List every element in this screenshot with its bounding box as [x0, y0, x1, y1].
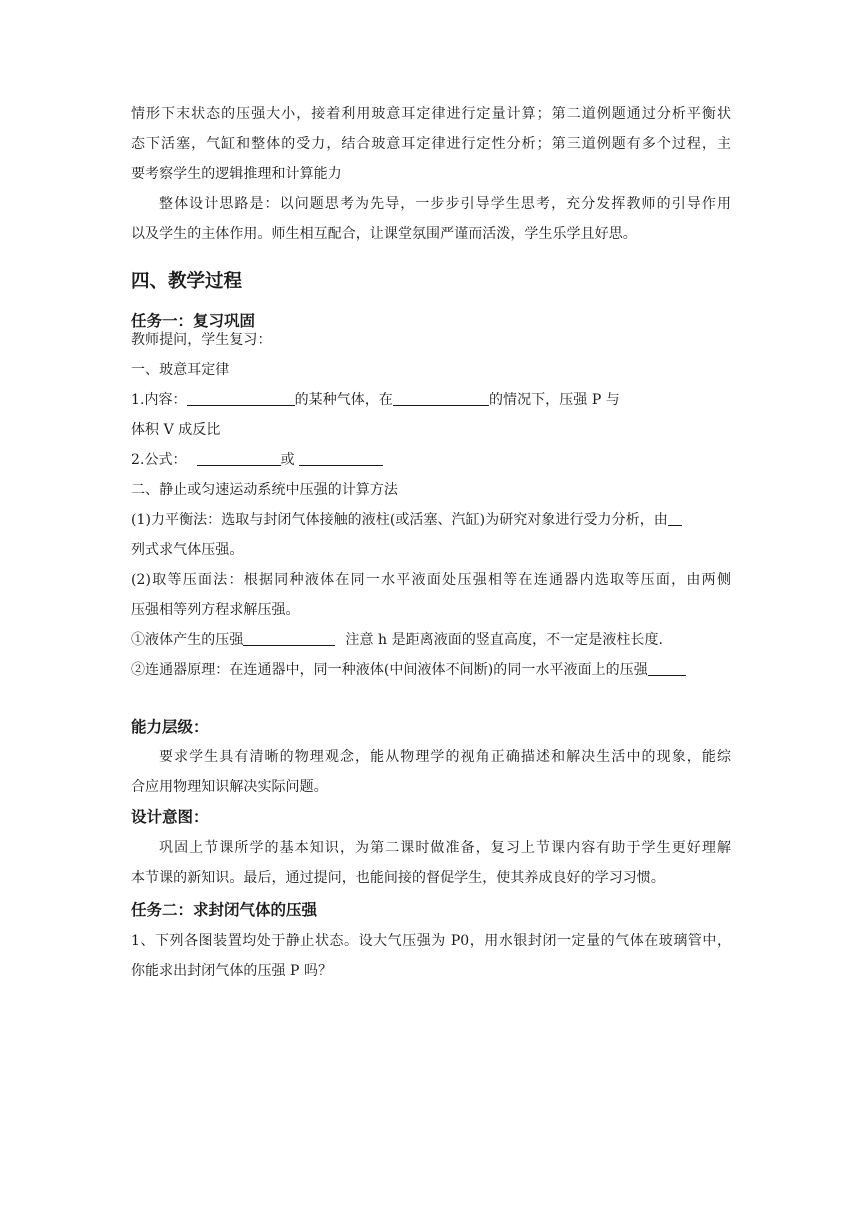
ability-line-1: 要求学生具有清晰的物理观念，能从物理学的视角正确描述和解决生活中的现象，能综 — [159, 749, 731, 765]
boyle-law-title: 一、玻意耳定律 — [131, 362, 230, 378]
section-heading-teaching-process: 四、教学过程 — [131, 271, 243, 292]
liquid-pressure-note: 注意 h 是距离液面的竖直高度，不一定是液柱长度. — [345, 632, 664, 648]
pressure-method-title: 二、静止或匀速运动系统中压强的计算方法 — [131, 482, 398, 498]
liquid-pressure-line — [131, 630, 731, 650]
liquid-pressure-text: ①液体产生的压强 — [131, 632, 244, 648]
design-line-1: 整体设计思路是：以问题思考为先导，一步步引导学生思考，充分发挥教师的引导作用 — [159, 196, 731, 212]
intro-line-2: 态下活塞，气缸和整体的受力，结合玻意耳定律进行定性分析；第三道例题有多个过程，主 — [131, 136, 731, 152]
formula-or: 或 — [280, 452, 295, 468]
connector-principle-text: ②连通器原理：在连通器中，同一种液体(中间液体不间断)的同一水平液面上的压强 — [131, 662, 648, 678]
fill-blank-balance[interactable] — [668, 510, 682, 526]
fill-blank-gas-mass[interactable] — [187, 390, 295, 406]
task1-prompt: 教师提问，学生复习： — [131, 332, 272, 348]
equal-pressure-line-2: 压强相等列方程求解压强。 — [131, 602, 300, 618]
boyle-content-line — [131, 390, 731, 410]
task1-heading: 任务一：复习巩固 — [131, 312, 256, 330]
question1-line-2: 你能求出封闭气体的压强 P 吗？ — [131, 963, 333, 979]
content-label: 1.内容： — [131, 392, 187, 408]
ability-line-2: 合应用物理知识解决实际问题。 — [131, 779, 328, 795]
content-end: 的情况下，压强 P 与 — [488, 392, 620, 408]
boyle-formula-line — [131, 450, 731, 470]
force-balance-line-2: 列式求气体压强。 — [131, 542, 244, 558]
content-mid: 的某种气体，在 — [294, 392, 393, 408]
equal-pressure-line-1: (2)取等压面法：根据同种液体在同一水平液面处压强相等在连通器内选取等压面，由两侧 — [131, 572, 731, 588]
fill-blank-formula-2[interactable] — [299, 450, 383, 466]
intent-line-1: 巩固上节课所学的基本知识，为第二课时做准备，复习上节课内容有助于学生更好理解 — [159, 840, 731, 856]
connector-principle-line — [131, 660, 731, 680]
fill-blank-condition[interactable] — [393, 390, 489, 406]
force-balance-text: (1)力平衡法：选取与封闭气体接触的液柱(或活塞、汽缸)为研究对象进行受力分析，由 — [131, 512, 668, 528]
question1-line-1: 1、下列各图装置均处于静止状态。设大气压强为 P0，用水银封闭一定量的气体在玻璃管中， — [131, 933, 731, 949]
fill-blank-formula-1[interactable] — [197, 450, 281, 466]
boyle-content-line-2: 体积 V 成反比 — [131, 422, 221, 438]
fill-blank-liquid-pressure[interactable] — [243, 630, 335, 646]
intent-line-2: 本节课的新知识。最后，通过提问，也能间接的督促学生，使其养成良好的学习习惯。 — [131, 870, 665, 886]
design-line-2: 以及学生的主体作用。师生相互配合，让课堂氛围严谨而活泼，学生乐学且好思。 — [131, 226, 637, 242]
ability-heading: 能力层级： — [131, 718, 209, 736]
force-balance-line-1 — [131, 510, 731, 530]
fill-blank-connector[interactable] — [648, 660, 686, 676]
intro-line-1: 情形下末状态的压强大小，接着利用玻意耳定律进行定量计算；第二道例题通过分析平衡状 — [131, 106, 731, 122]
intro-line-3: 要考察学生的逻辑推理和计算能力 — [131, 166, 342, 182]
formula-label: 2.公式： — [131, 452, 187, 468]
task2-heading: 任务二：求封闭气体的压强 — [131, 901, 318, 919]
intent-heading: 设计意图： — [131, 808, 209, 826]
